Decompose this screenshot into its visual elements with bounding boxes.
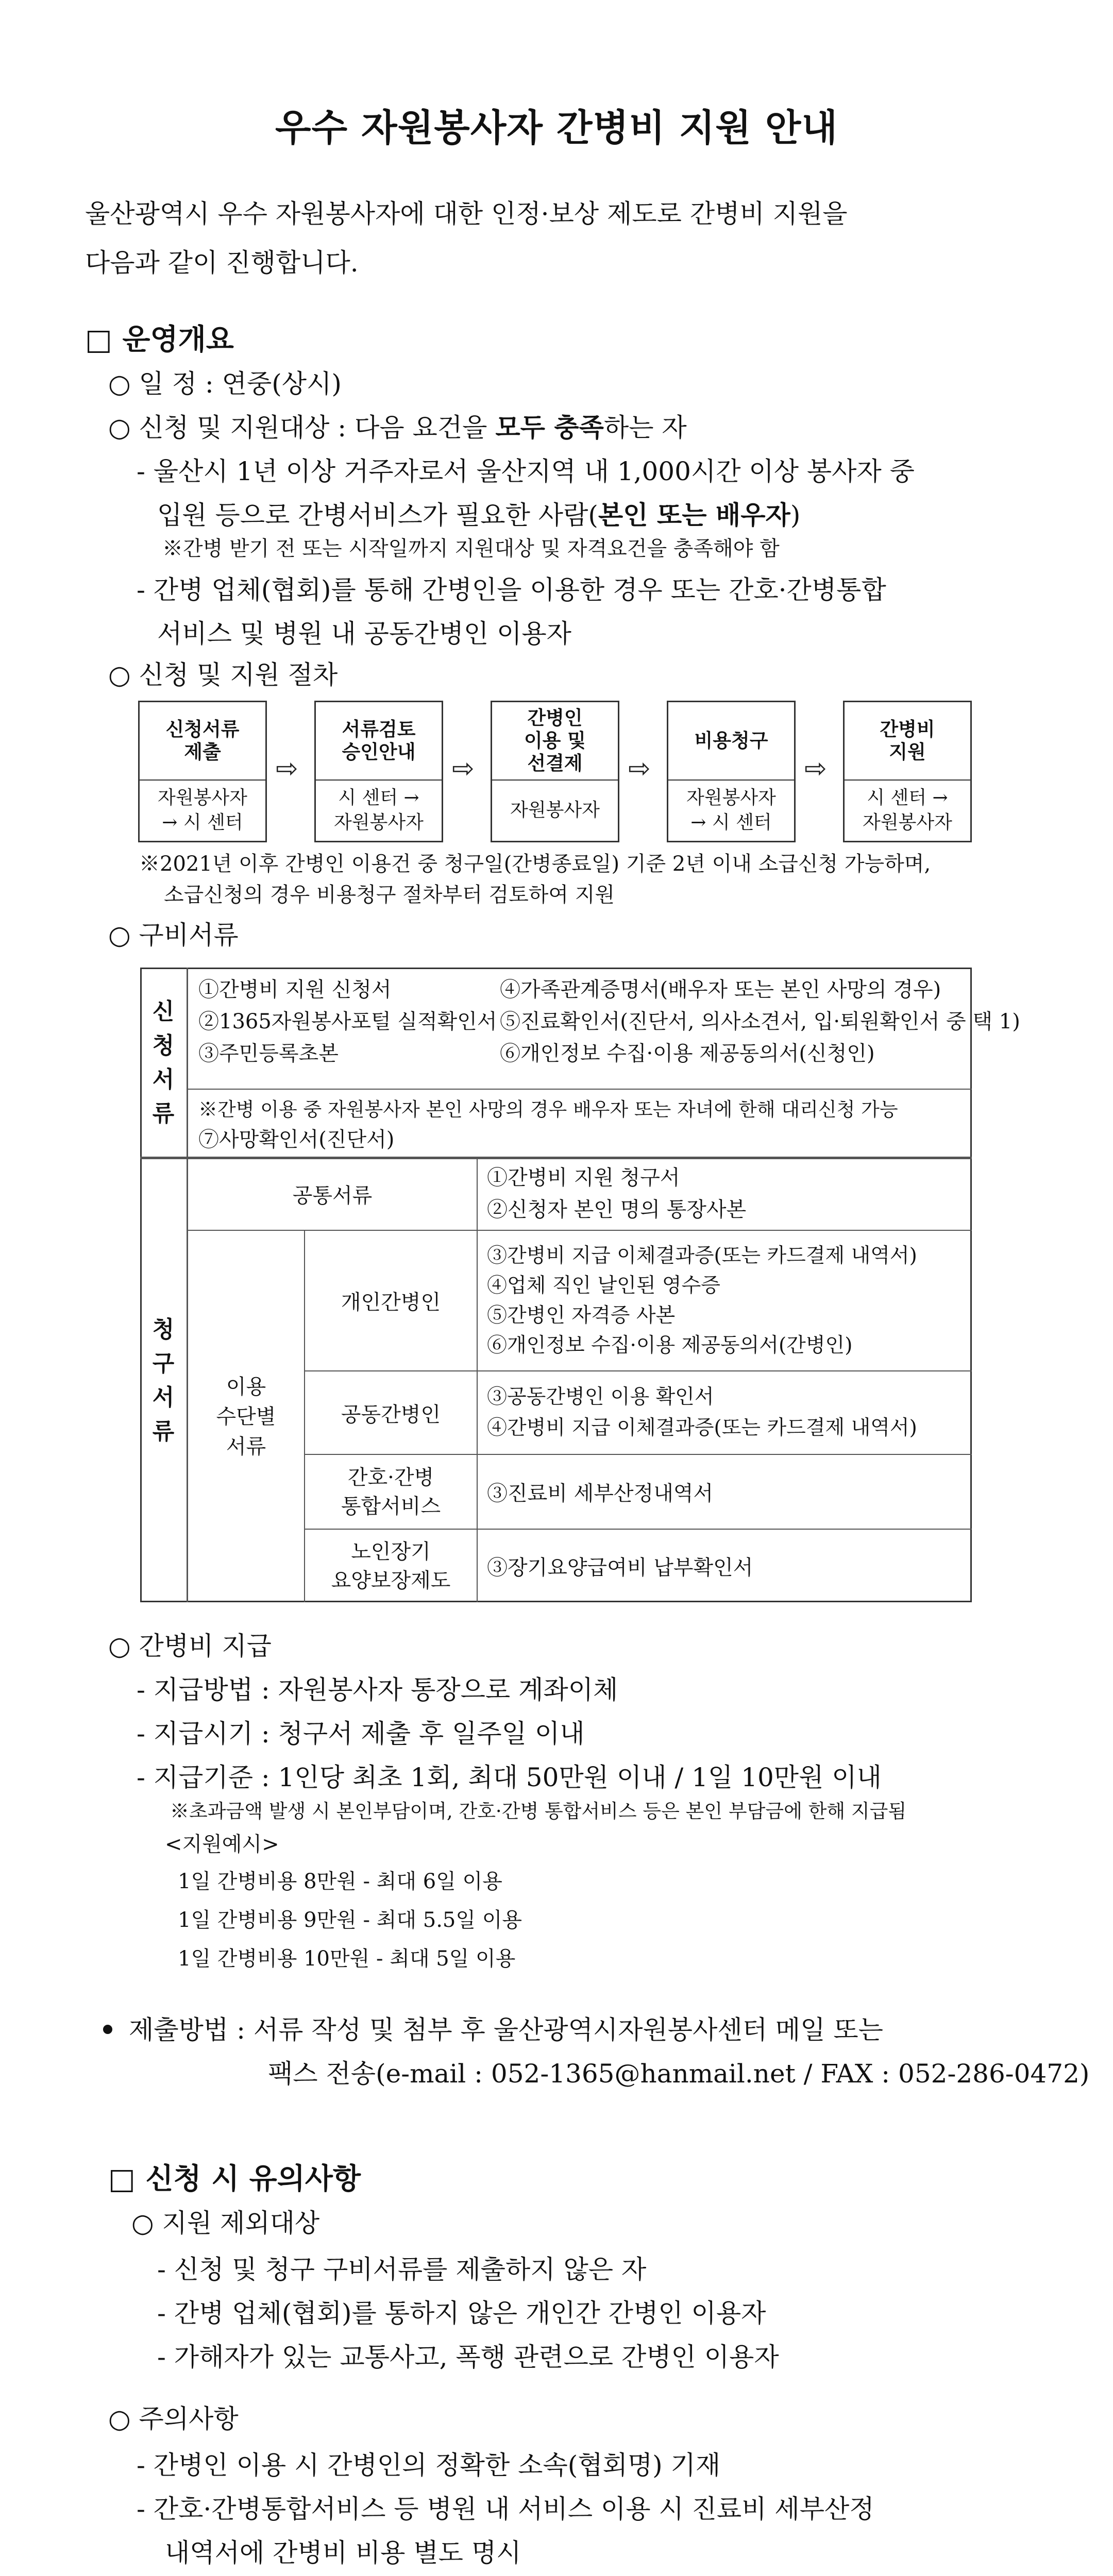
long-term-care-label: 노인장기 요양보장제도 bbox=[331, 1539, 451, 1592]
arrow-right-icon: ⇨ bbox=[452, 753, 475, 784]
payment-note: ※초과금액 발생 시 본인부담이며, 간호·간병 통합서비스 등은 본인 부담금에 한해 지급됨 bbox=[170, 1800, 907, 1822]
long-term-care-list: ③장기요양급여비 납부확인서 bbox=[487, 1556, 753, 1580]
apply-documents-list-right: ④가족관계증명서(배우자 또는 본인 사망의 경우) ⑤진료확인서(진단서, 의사소견서, 입·퇴원확인서 중 택 1) ⑥개인정보 수집·이용 제공동의서(신청인) bbox=[500, 978, 1020, 1065]
step-cost-claim: 비용청구 자원봉사자 → 시 센터 bbox=[667, 701, 796, 842]
condition-1-note: ※간병 받기 전 또는 시작일까지 지원대상 및 자격요건을 충족해야 함 bbox=[162, 537, 780, 561]
procedure-heading: ○ 신청 및 지원 절차 bbox=[108, 660, 338, 690]
caution-item-2-line-1: - 간호·간병통합서비스 등 병원 내 서비스 이용 시 진료비 세부산정 bbox=[137, 2494, 874, 2524]
bullet-dot-icon bbox=[103, 2025, 112, 2034]
target-line: ○ 신청 및 지원대상 : 다음 요건을 모두 충족하는 자 bbox=[108, 413, 687, 443]
example-1: 1일 간병비용 8만원 - 최대 6일 이용 bbox=[178, 1870, 502, 1893]
excluded-item-2: - 간병 업체(협회)를 통하지 않은 개인간 간병인 이용자 bbox=[157, 2298, 766, 2328]
step-title: 신청서류 제출 bbox=[140, 702, 265, 781]
caution-item-2-line-2: 내역서에 간병비 비용 별도 명시 bbox=[165, 2538, 521, 2568]
condition-1-emphasis: 본인 또는 배우자 bbox=[598, 500, 790, 530]
caution-heading: ○ 주의사항 bbox=[108, 2404, 239, 2434]
intro-line-1: 울산광역시 우수 자원봉사자에 대한 인정·보상 제도로 간병비 지원을 bbox=[85, 199, 848, 229]
example-3: 1일 간병비용 10만원 - 최대 5일 이용 bbox=[178, 1947, 516, 1971]
documents-heading: ○ 구비서류 bbox=[108, 920, 239, 950]
submission-method-line-1: 제출방법 : 서류 작성 및 첨부 후 울산광역시자원봉사센터 메일 또는 bbox=[129, 2015, 883, 2045]
personal-caregiver-label: 개인간병인 bbox=[341, 1291, 441, 1314]
step-use-caregiver: 간병인 이용 및 선결제 자원봉사자 bbox=[491, 701, 619, 842]
apply-documents-label: 신 청 서 류 bbox=[152, 998, 175, 1127]
step-actor: 자원봉사자 → 시 센터 bbox=[158, 787, 247, 833]
integrated-service-label: 간호·간병 통합서비스 bbox=[341, 1465, 441, 1518]
condition-2-line-2: 서비스 및 병원 내 공동간병인 이용자 bbox=[157, 619, 571, 649]
caution-item-1: - 간병인 이용 시 간병인의 정확한 소속(협회명) 기재 bbox=[137, 2450, 721, 2480]
payment-heading: ○ 간병비 지급 bbox=[108, 1631, 272, 1661]
payment-timing: - 지급시기 : 청구서 제출 후 일주일 이내 bbox=[137, 1719, 585, 1749]
condition-2-line-1: - 간병 업체(협회)를 통해 간병인을 이용한 경우 또는 간호·간병통합 bbox=[137, 575, 886, 605]
common-documents-list: ①간병비 지원 청구서 ②신청자 본인 명의 통장사본 bbox=[487, 1166, 747, 1222]
arrow-right-icon: ⇨ bbox=[804, 753, 827, 784]
payment-method: - 지급방법 : 자원봉사자 통장으로 계좌이체 bbox=[137, 1675, 618, 1705]
means-documents-label: 이용 수단별 서류 bbox=[216, 1375, 276, 1459]
claim-documents-label: 청 구 서 류 bbox=[152, 1316, 175, 1445]
page-title: 우수 자원봉사자 간병비 지원 안내 bbox=[275, 106, 838, 149]
example-label: <지원예시> bbox=[165, 1833, 279, 1856]
payment-standard: - 지급기준 : 1인당 최초 1회, 최대 50만원 이내 / 1일 10만원 이내 bbox=[137, 1762, 882, 1792]
excluded-heading: ○ 지원 제외대상 bbox=[131, 2208, 320, 2238]
excluded-item-1: - 신청 및 청구 구비서류를 제출하지 않은 자 bbox=[157, 2255, 647, 2284]
excluded-item-3: - 가해자가 있는 교통사고, 폭행 관련으로 간병인 이용자 bbox=[157, 2342, 779, 2372]
shared-caregiver-label: 공동간병인 bbox=[341, 1402, 441, 1427]
personal-caregiver-list: ③간병비 지급 이체결과증(또는 카드결제 내역서) ④업체 직인 날인된 영수증 ⑤간병인 자격증 사본 ⑥개인정보 수집·이용 제공동의서(간병인) bbox=[487, 1244, 917, 1357]
condition-1-line-2: 입원 등으로 간병서비스가 필요한 사람(본인 또는 배우자) bbox=[157, 500, 801, 530]
section-heading-overview: □ 운영개요 bbox=[85, 323, 234, 357]
integrated-service-list: ③진료비 세부산정내역서 bbox=[487, 1482, 714, 1505]
target-emphasis: 모두 충족 bbox=[495, 413, 604, 443]
step-support-payment: 간병비 지원 시 센터 → 자원봉사자 bbox=[843, 701, 972, 842]
step-submit-application bbox=[138, 701, 267, 842]
step-review-approval: 서류검토 승인안내 시 센터 → 자원봉사자 bbox=[314, 701, 443, 842]
procedure-note-line-1: ※2021년 이후 간병인 이용건 중 청구일(간병종료일) 기준 2년 이내 소급신청 가능하며, bbox=[139, 852, 931, 876]
condition-1-line-1: - 울산시 1년 이상 거주자로서 울산지역 내 1,000시간 이상 봉사자 중 bbox=[137, 456, 915, 486]
arrow-right-icon: ⇨ bbox=[628, 753, 651, 784]
submission-method-line-2: 팩스 전송(e-mail : 052-1365@hanmail.net / FAX : 052-286-0472) bbox=[268, 2059, 1090, 2089]
section-heading-cautions: □ 신청 시 유의사항 bbox=[108, 2162, 361, 2196]
period-line: ○ 일 정 : 연중(상시) bbox=[108, 369, 342, 399]
common-documents-label: 공통서류 bbox=[292, 1183, 373, 1208]
apply-documents-list-left: ①간병비 지원 신청서 ②1365자원봉사포털 실적확인서 ③주민등록초본 bbox=[198, 978, 497, 1065]
intro-line-2: 다음과 같이 진행합니다. bbox=[85, 248, 359, 278]
apply-documents-note: ※간병 이용 중 자원봉사자 본인 사망의 경우 배우자 또는 자녀에 한해 대리신청 가능 ⑦사망확인서(진단서) bbox=[198, 1098, 898, 1151]
arrow-right-icon: ⇨ bbox=[276, 753, 298, 784]
shared-caregiver-list: ③공동간병인 이용 확인서 ④간병비 지급 이체결과증(또는 카드결제 내역서) bbox=[487, 1385, 917, 1439]
procedure-note-line-2: 소급신청의 경우 비용청구 절차부터 검토하여 지원 bbox=[164, 883, 615, 907]
example-2: 1일 간병비용 9만원 - 최대 5.5일 이용 bbox=[178, 1908, 522, 1932]
